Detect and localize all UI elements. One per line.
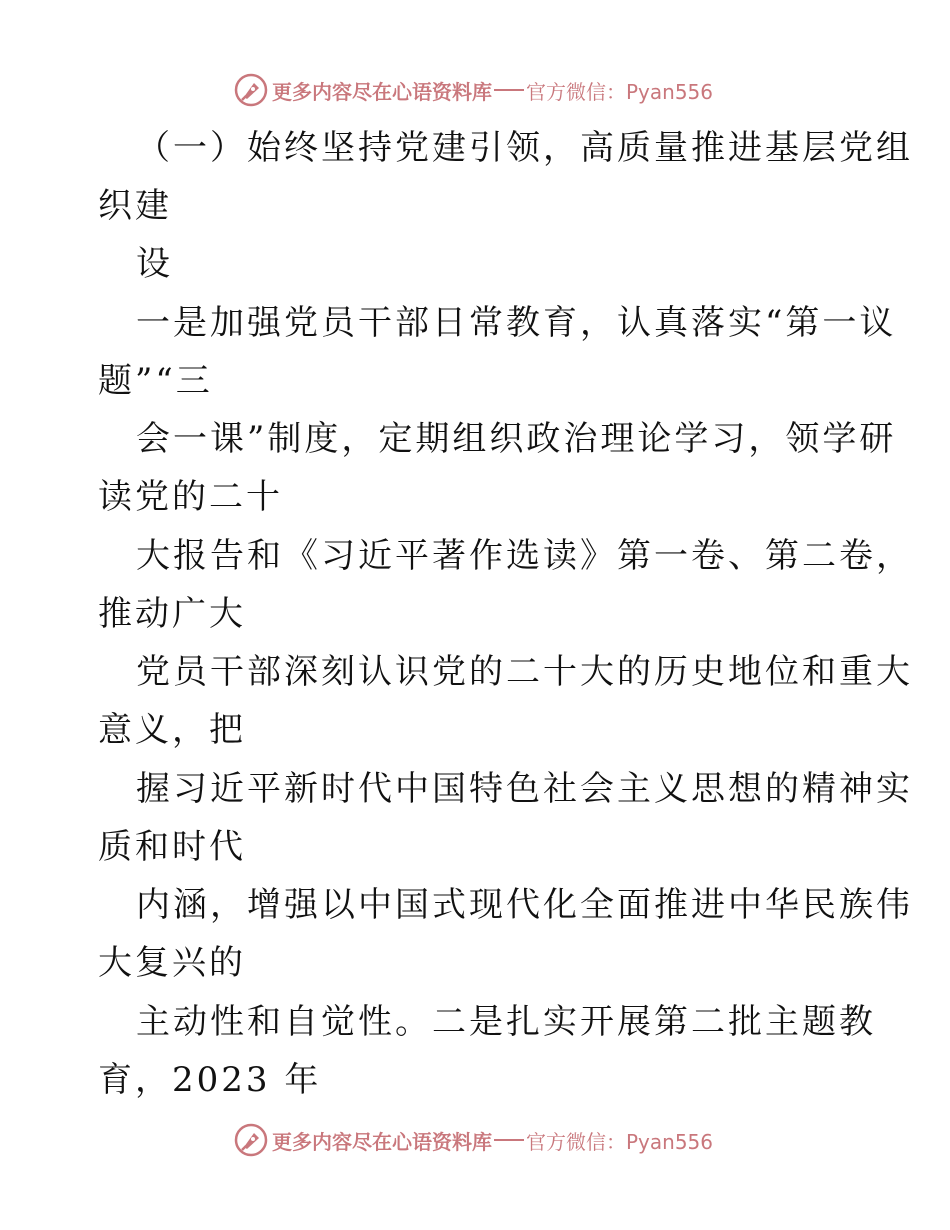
text-line: 主动性和自觉性。二是扎实开展第二批主题教 [136, 1002, 876, 1042]
text-line: 大复兴的 [98, 943, 246, 983]
text-line: 织建 [98, 186, 172, 226]
pen-nib-logo-icon [234, 73, 268, 107]
text-line: 会一课”制度，定期组织政治理论学习，领学研 [136, 419, 897, 459]
text-line: 设 [136, 244, 173, 284]
text-line: 握习近平新时代中国特色社会主义思想的精神实 [136, 769, 913, 809]
text-line: 大报告和《习近平著作选读》第一卷、第二卷， [136, 536, 913, 576]
text-line: 一是加强党员干部日常教育，认真落实“第一议 [136, 303, 897, 343]
text-line: 读党的二十 [98, 477, 283, 517]
text-line: 党员干部深刻认识党的二十大的历史地位和重大 [136, 652, 913, 692]
header-watermark [234, 72, 713, 108]
text-line: （一）始终坚持党建引领，高质量推进基层党组 [136, 128, 913, 168]
text-line: 内涵，增强以中国式现代化全面推进中华民族伟 [136, 885, 913, 925]
text-line: 题”“三 [98, 361, 213, 401]
footer-watermark [234, 1122, 713, 1158]
text-line: 育，2023 年 [98, 1060, 322, 1100]
watermark-dash [494, 89, 524, 91]
watermark-dash [494, 1139, 524, 1141]
watermark-sub-text: 官方微信：Pyan556 [526, 79, 714, 104]
watermark-sub-text: 官方微信：Pyan556 [526, 1129, 714, 1154]
text-line: 推动广大 [98, 594, 246, 634]
watermark-main-text: 更多内容尽在心语资料库 [272, 79, 492, 104]
text-line: 意义，把 [98, 710, 246, 750]
pen-nib-logo-icon [234, 1123, 268, 1157]
watermark-main-text: 更多内容尽在心语资料库 [272, 1129, 492, 1154]
text-line: 质和时代 [98, 827, 246, 867]
